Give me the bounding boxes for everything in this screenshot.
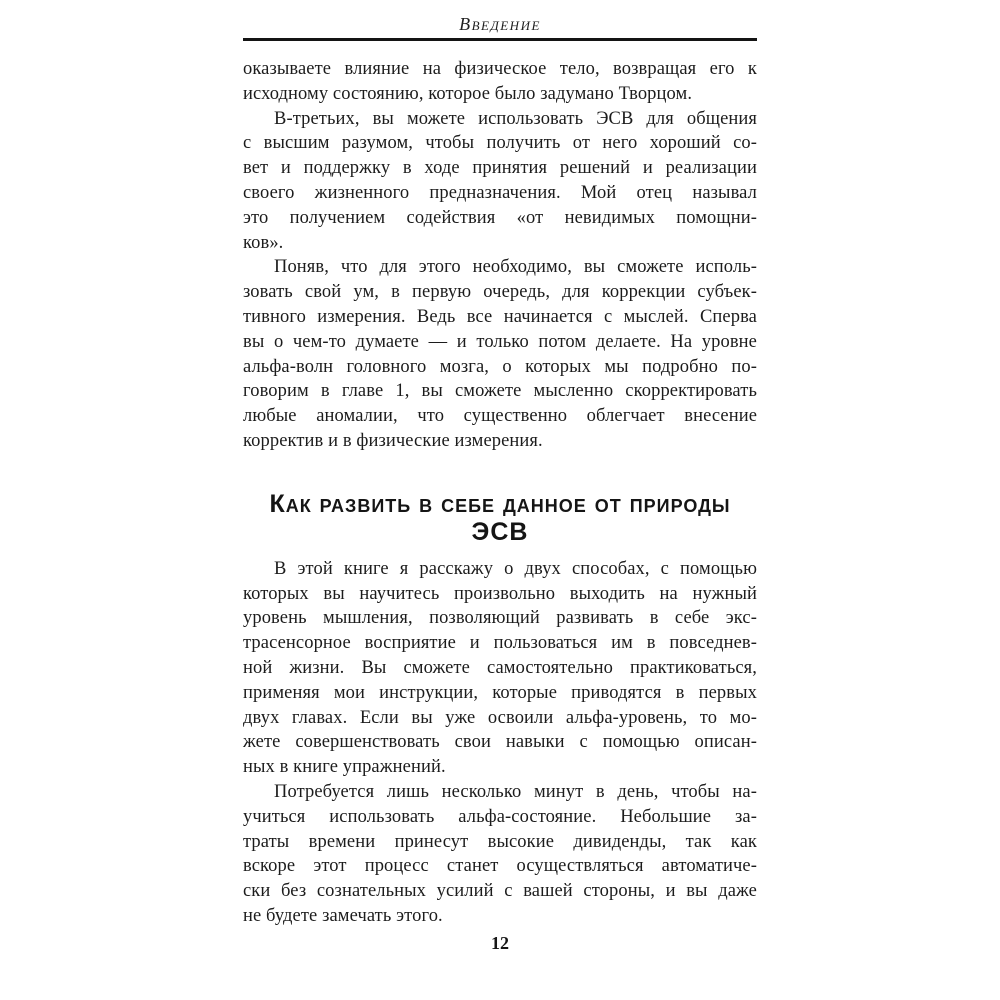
running-head: Введение bbox=[459, 14, 541, 34]
text-column bbox=[243, 13, 757, 929]
text-line: с высшим разумом, чтобы получить от него хороший со- bbox=[243, 133, 757, 154]
text-line: ски без сознательных усилий с вашей стороны, и вы даже bbox=[243, 881, 757, 902]
text-line: которых вы научитесь произвольно выходить на нужный bbox=[243, 583, 757, 604]
text-line: учиться использовать альфа-состояние. Небольшие за- bbox=[243, 806, 757, 827]
paragraph bbox=[243, 107, 757, 256]
text-line: не будете замечать этого. bbox=[243, 905, 443, 926]
text-line: любые аномалии, что существенно облегчает внесение bbox=[243, 406, 757, 427]
text-line: это получением содействия «от невидимых помощни- bbox=[243, 207, 757, 228]
page-number: 12 bbox=[491, 933, 509, 953]
text-line: ков». bbox=[243, 232, 284, 253]
text-line: применяя мои инструкции, которые приводятся в первых bbox=[243, 682, 757, 703]
text-line: альфа-волн головного мозга, о которых мы подробно по- bbox=[243, 356, 757, 377]
text-line: вскоре этот процесс станет осуществляться автоматиче- bbox=[243, 856, 757, 877]
text-line: жете совершенствовать свои навыки с помощью описан- bbox=[243, 732, 757, 753]
body-text bbox=[243, 57, 757, 929]
header-rule bbox=[243, 38, 757, 41]
text-line: вет и поддержку в ходе принятия решений и реализации bbox=[243, 158, 757, 179]
text-line: зовать свой ум, в первую очередь, для коррекции субъек- bbox=[243, 282, 757, 303]
text-line: трасенсорное восприятие и пользоваться им в повседнев- bbox=[243, 633, 757, 654]
text-line: Потребуется лишь несколько минут в день, чтобы на- bbox=[274, 781, 757, 802]
text-line: оказываете влияние на физическое тело, возвращая его к bbox=[243, 59, 757, 79]
paragraph bbox=[243, 255, 757, 453]
text-line: своего жизненного предназначения. Мой отец называл bbox=[243, 182, 757, 203]
text-line: ных в книге упражнений. bbox=[243, 757, 446, 778]
section-heading: Как развить в себе данное от природы ЭСВ bbox=[269, 489, 731, 546]
text-line: Поняв, что для этого необходимо, вы сможете исполь- bbox=[274, 257, 757, 278]
text-line: корректив и в физические измерения. bbox=[243, 430, 543, 451]
text-line: исходному состоянию, которое было задумано Творцом. bbox=[243, 83, 693, 104]
text-line: вы о чем-то думаете — и только потом делаете. На уровне bbox=[243, 331, 757, 352]
text-line: В-третьих, вы можете использовать ЭСВ для общения bbox=[274, 108, 757, 129]
paragraph bbox=[243, 557, 757, 780]
text-line: двух главах. Если вы уже освоили альфа-уровень, то мо- bbox=[243, 707, 757, 728]
paragraph bbox=[243, 780, 757, 929]
text-line: ной жизни. Вы сможете самостоятельно практиковаться, bbox=[243, 657, 757, 678]
paragraph bbox=[243, 57, 757, 107]
text-line: уровень мышления, позволяющий развивать в себе экс- bbox=[243, 608, 757, 629]
text-line: траты времени принесут высокие дивиденды, так как bbox=[243, 831, 757, 852]
text-line: В этой книге я расскажу о двух способах, с помощью bbox=[274, 558, 757, 579]
text-line: тивного измерения. Ведь все начинается с мыслей. Сперва bbox=[243, 306, 757, 327]
text-line: говорим в главе 1, вы сможете мысленно скорректировать bbox=[243, 381, 757, 402]
